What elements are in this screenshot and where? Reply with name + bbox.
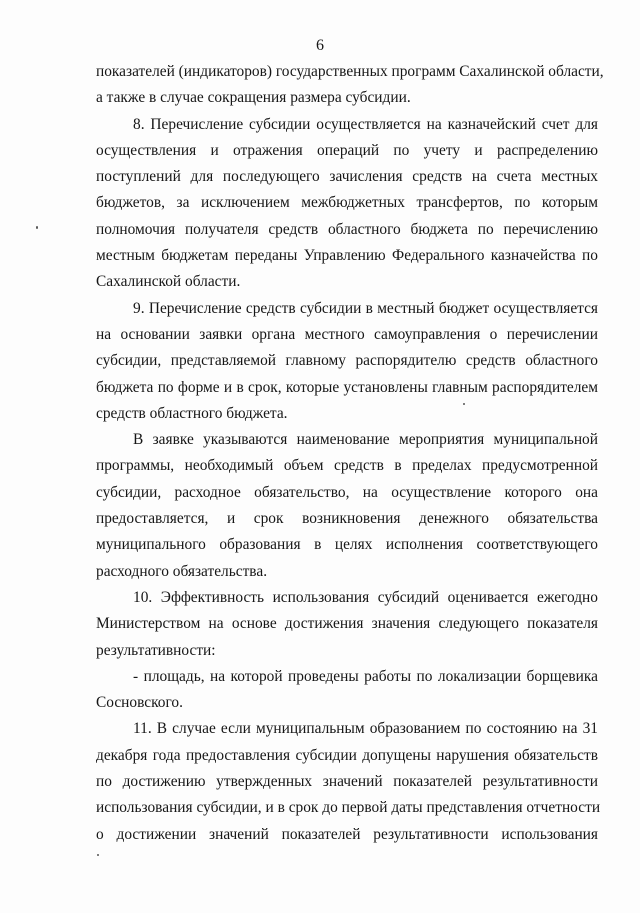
text-line: бюджета по форме и в срок, которые установлены главным распорядителем — [96, 378, 598, 396]
page-number: 6 — [316, 37, 324, 54]
paragraph-item-8 — [96, 112, 598, 296]
text-line: В заявке указываются наименование мероприятия муниципальной — [133, 431, 598, 449]
text-line: 9. Перечисление средств субсидии в местный бюджет осуществляется — [133, 299, 598, 317]
text-line: 11. В случае если муниципальным образованием по состоянию на 31 — [133, 720, 598, 738]
text-line: бюджетов, за исключением межбюджетных трансфертов, по которым — [96, 194, 598, 212]
paragraph-continuation — [96, 59, 604, 112]
text-line: 10. Эффективность использования субсидий оценивается ежегодно — [133, 588, 598, 606]
text-line: Министерством на основе достижения значения следующего показателя — [96, 615, 598, 633]
text-line: субсидии, представляемой главному распорядителю средств областного — [96, 352, 598, 370]
paragraph-item-11 — [96, 716, 601, 847]
text-line: 8. Перечисление субсидии осуществляется на казначейский счет для — [133, 115, 598, 133]
text-line: показателей (индикаторов) государственных программ Сахалинской области, — [96, 63, 604, 80]
text-line: муниципального образования в целях исполнения соответствующего — [96, 536, 598, 554]
text-line: декабря года предоставления субсидии допущены нарушения обязательств — [96, 746, 598, 764]
text-line: на основании заявки органа местного самоуправления о перечислении — [96, 325, 598, 343]
text-line: полномочия получателя средств областного бюджета по перечислению — [96, 220, 598, 238]
text-line: субсидии, расходное обязательство, на осуществление которого она — [96, 483, 598, 501]
scan-speck — [97, 854, 99, 856]
text-line: программы, необходимый объем средств в пределах предусмотренной — [96, 457, 598, 475]
text-line: расходного обязательства. — [96, 562, 268, 580]
text-line: по достижению утвержденных значений показателей результативности — [96, 773, 598, 791]
document-body — [96, 59, 604, 848]
paragraph-item-9 — [96, 296, 598, 427]
text-line: - площадь, на которой проведены работы по локализации борщевика — [133, 667, 598, 685]
text-line: а также в случае сокращения размера субсидии. — [96, 89, 411, 107]
paragraph-indicator-item — [96, 664, 598, 717]
text-line: поступлений для последующего зачисления средств на счета местных — [96, 168, 598, 186]
scan-speck — [36, 226, 38, 229]
text-line: предоставляется, и срок возникновения денежного обязательства — [96, 510, 598, 528]
paragraph-application — [96, 427, 598, 585]
paragraph-item-10 — [96, 585, 598, 664]
scan-speck — [463, 403, 465, 405]
text-line: осуществления и отражения операций по учету и распределению — [96, 141, 598, 159]
text-line: Сосновского. — [96, 694, 183, 712]
text-line: результативности: — [96, 641, 216, 659]
text-line: использования субсидии, и в срок до первой даты представления отчетности — [96, 799, 601, 817]
text-line: о достижении значений показателей результативности использования — [96, 825, 598, 843]
text-line: средств областного бюджета. — [96, 404, 288, 422]
text-line: Сахалинской области. — [96, 273, 241, 291]
text-line: местным бюджетам переданы Управлению Федерального казначейства по — [96, 247, 598, 265]
